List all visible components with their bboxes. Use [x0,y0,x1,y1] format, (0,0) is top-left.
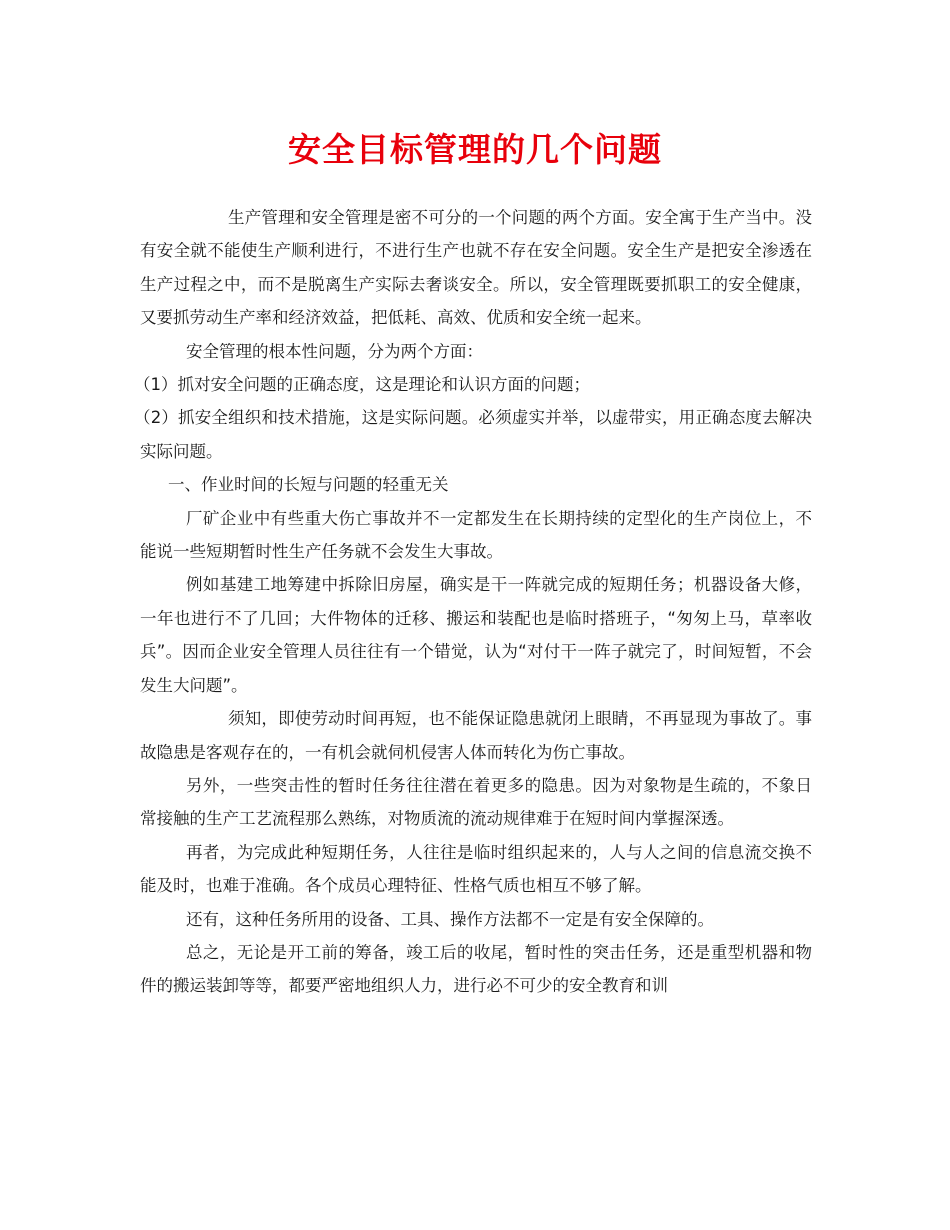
document-title: 安全目标管理的几个问题 [288,130,662,169]
paragraph: 安全管理的根本性问题，分为两个方面： [186,341,483,361]
paragraph: 厂矿企业中有些重大伤亡事故并不一定都发生在长期持续的定型化的生产岗位上，不能说一些短期暂时性生产任务就不会发生大事故。 [140,508,812,562]
document-body [134,201,812,1003]
paragraph: 另外，一些突击性的暂时任务往往潜在着更多的隐患。因为对象物是生疏的，不象日常接触的生产工艺流程那么熟练，对物质流的流动规律难于在短时间内掌握深透。 [140,775,812,829]
paragraph: 须知，即使劳动时间再短，也不能保证隐患就闭上眼睛，不再显现为事故了。事故隐患是客观存在的，一有机会就伺机侵害人体而转化为伤亡事故。 [140,709,812,762]
paragraph: 总之，无论是开工前的筹备，竣工后的收尾，暂时性的突击任务，还是重型机器和物件的搬运装卸等等，都要严密地组织人力，进行必不可少的安全教育和训 [140,942,812,996]
list-item: （2）抓安全组织和技术措施，这是实际问题。必须虚实并举，以虚带实，用正确态度去解决实际问题。 [134,408,812,461]
paragraph: 还有，这种任务所用的设备、工具、操作方法都不一定是有安全保障的。 [186,909,714,929]
section-heading: 一、作业时间的长短与问题的轻重无关 [168,475,449,495]
paragraph: 再者，为完成此种短期任务，人往往是临时组织起来的，人与人之间的信息流交换不能及时，也难于准确。各个成员心理特征、性格气质也相互不够了解。 [140,842,812,896]
paragraph: 例如基建工地筹建中拆除旧房屋，确实是干一阵就完成的短期任务；机器设备大修，一年也进行不了几回；大件物体的迁移、搬运和装配也是临时搭班子，“匆匆上马，草率收兵”。因而企业安全管理人员往往有一个错觉，认为“对付干一阵子就完了，时间短暂，不会发生大问题”。 [140,575,812,695]
paragraph: 生产管理和安全管理是密不可分的一个问题的两个方面。安全寓于生产当中。没有安全就不能使生产顺利进行，不进行生产也就不存在安全问题。安全生产是把安全渗透在生产过程之中，而不是脱离生产实际去奢谈安全。所以，安全管理既要抓职工的安全健康，又要抓劳动生产率和经济效益，把低耗、高效、优质和安全统一起来。 [140,208,812,328]
list-item: （1）抓对安全问题的正确态度，这是理论和认识方面的问题； [134,375,590,395]
